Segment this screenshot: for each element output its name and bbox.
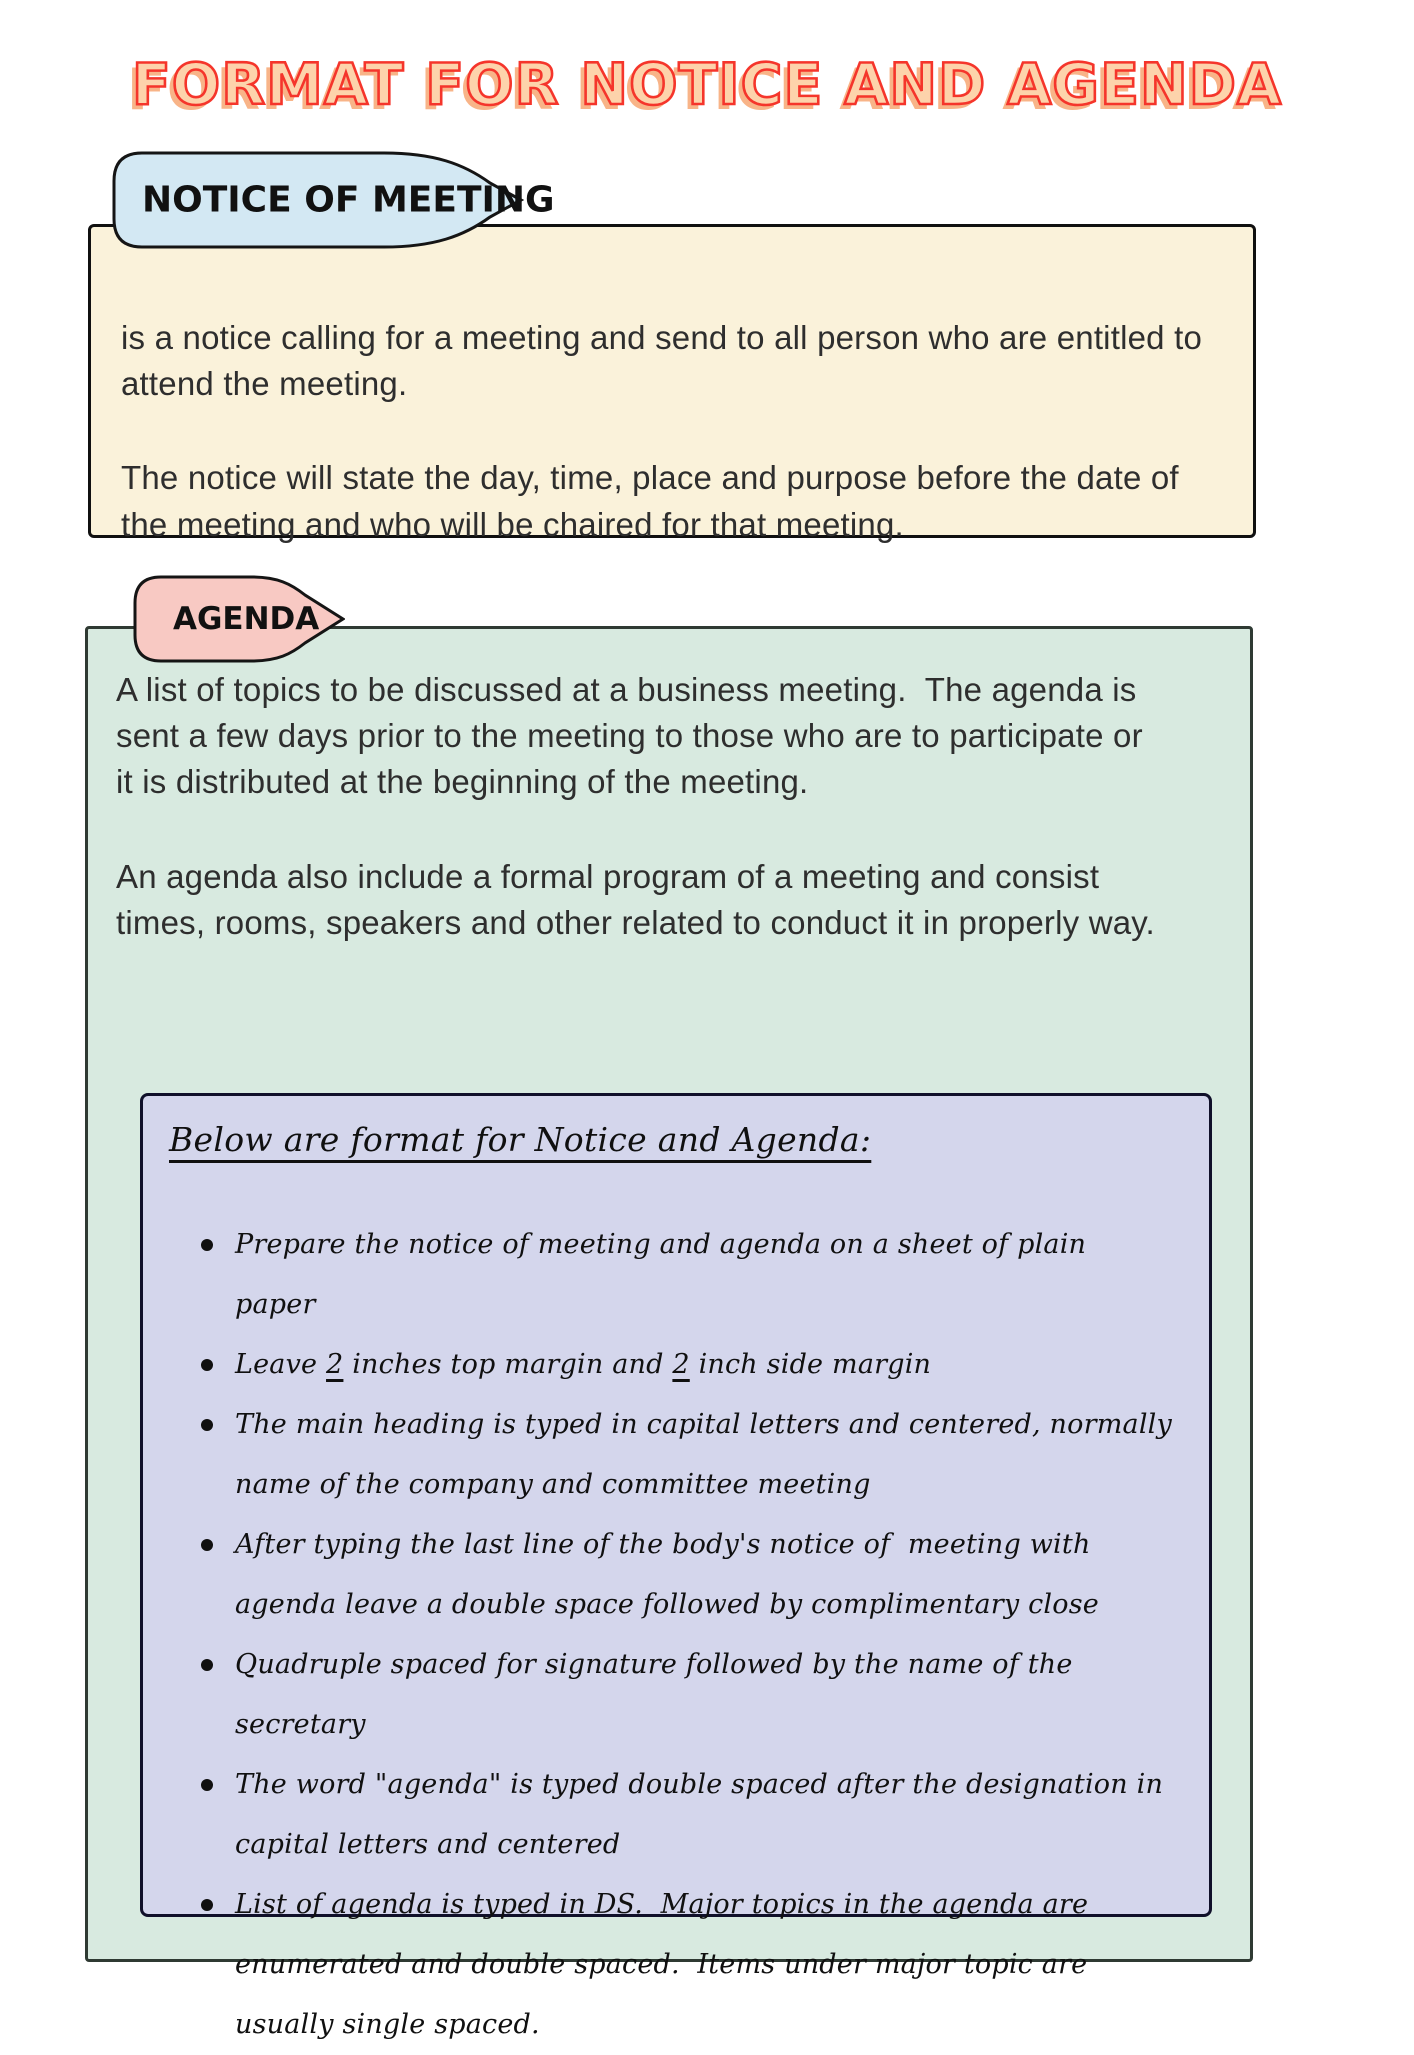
agenda-paragraph: A list of topics to be discussed at a business meeting. The agenda is sent a few days prior to the meeting to those who are to participate or it is distributed at the beginning of the meeting. — [116, 671, 1153, 801]
underlined-text: 2 — [672, 1349, 690, 1380]
rule-text: The main heading is typed in capital letters and centered, normally name of the company and committee meeting — [235, 1409, 1181, 1500]
rule-text: The word "agenda" is typed double spaced after the designation in capital letters and centered — [235, 1769, 1172, 1860]
rule-text: inches top margin and — [343, 1349, 673, 1380]
rule-text: After typing the last line of the body's notice of meeting with agenda leave a double space followed by complimentary close — [235, 1529, 1100, 1620]
rule-text: Quadruple spaced for signature followed by the name of the secretary — [235, 1649, 1082, 1740]
format-rule-item — [169, 1215, 1174, 1335]
agenda-label-bubble — [133, 575, 345, 663]
notice-label-bubble — [112, 151, 555, 249]
format-rule-item — [169, 1635, 1174, 1755]
format-rule-item — [169, 1515, 1174, 1635]
format-rule-list — [169, 1215, 1183, 2055]
rule-text: inch side margin — [689, 1349, 932, 1380]
agenda-paragraph: An agenda also include a formal program of a meeting and consist times, rooms, speakers and other related to conduct it in properly way. — [116, 857, 1155, 941]
notice-paragraph: is a notice calling for a meeting and send to all person who are entitled to attend the meeting. — [121, 319, 1212, 403]
underlined-text: 2 — [326, 1349, 344, 1380]
notice-label: NOTICE OF MEETING — [142, 179, 555, 221]
notice-box — [88, 224, 1256, 543]
format-rule-item — [169, 1335, 1174, 1395]
rule-text: Prepare the notice of meeting and agenda on a sheet of plain paper — [235, 1229, 1095, 1320]
notice-paragraph: The notice will state the day, time, place and purpose before the date of the meeting and who will be chaired for that meeting. — [121, 459, 1189, 543]
agenda-label: AGENDA — [173, 601, 320, 637]
format-rule-item — [169, 1755, 1174, 1875]
format-heading: Below are format for Notice and Agenda: — [169, 1120, 872, 1159]
notice-box-spacer — [121, 257, 1219, 315]
page-title: FORMAT FOR NOTICE AND AGENDA — [131, 52, 1283, 118]
format-box — [140, 1093, 1212, 2040]
format-rule-item — [169, 1395, 1181, 1515]
rule-text: Leave — [235, 1349, 327, 1380]
format-rule-item — [169, 1875, 1174, 2055]
rule-text: List of agenda is typed in DS. Major topics in the agenda are enumerated and double spaced. Items under major topic are usually single spaced. — [235, 1889, 1097, 2040]
